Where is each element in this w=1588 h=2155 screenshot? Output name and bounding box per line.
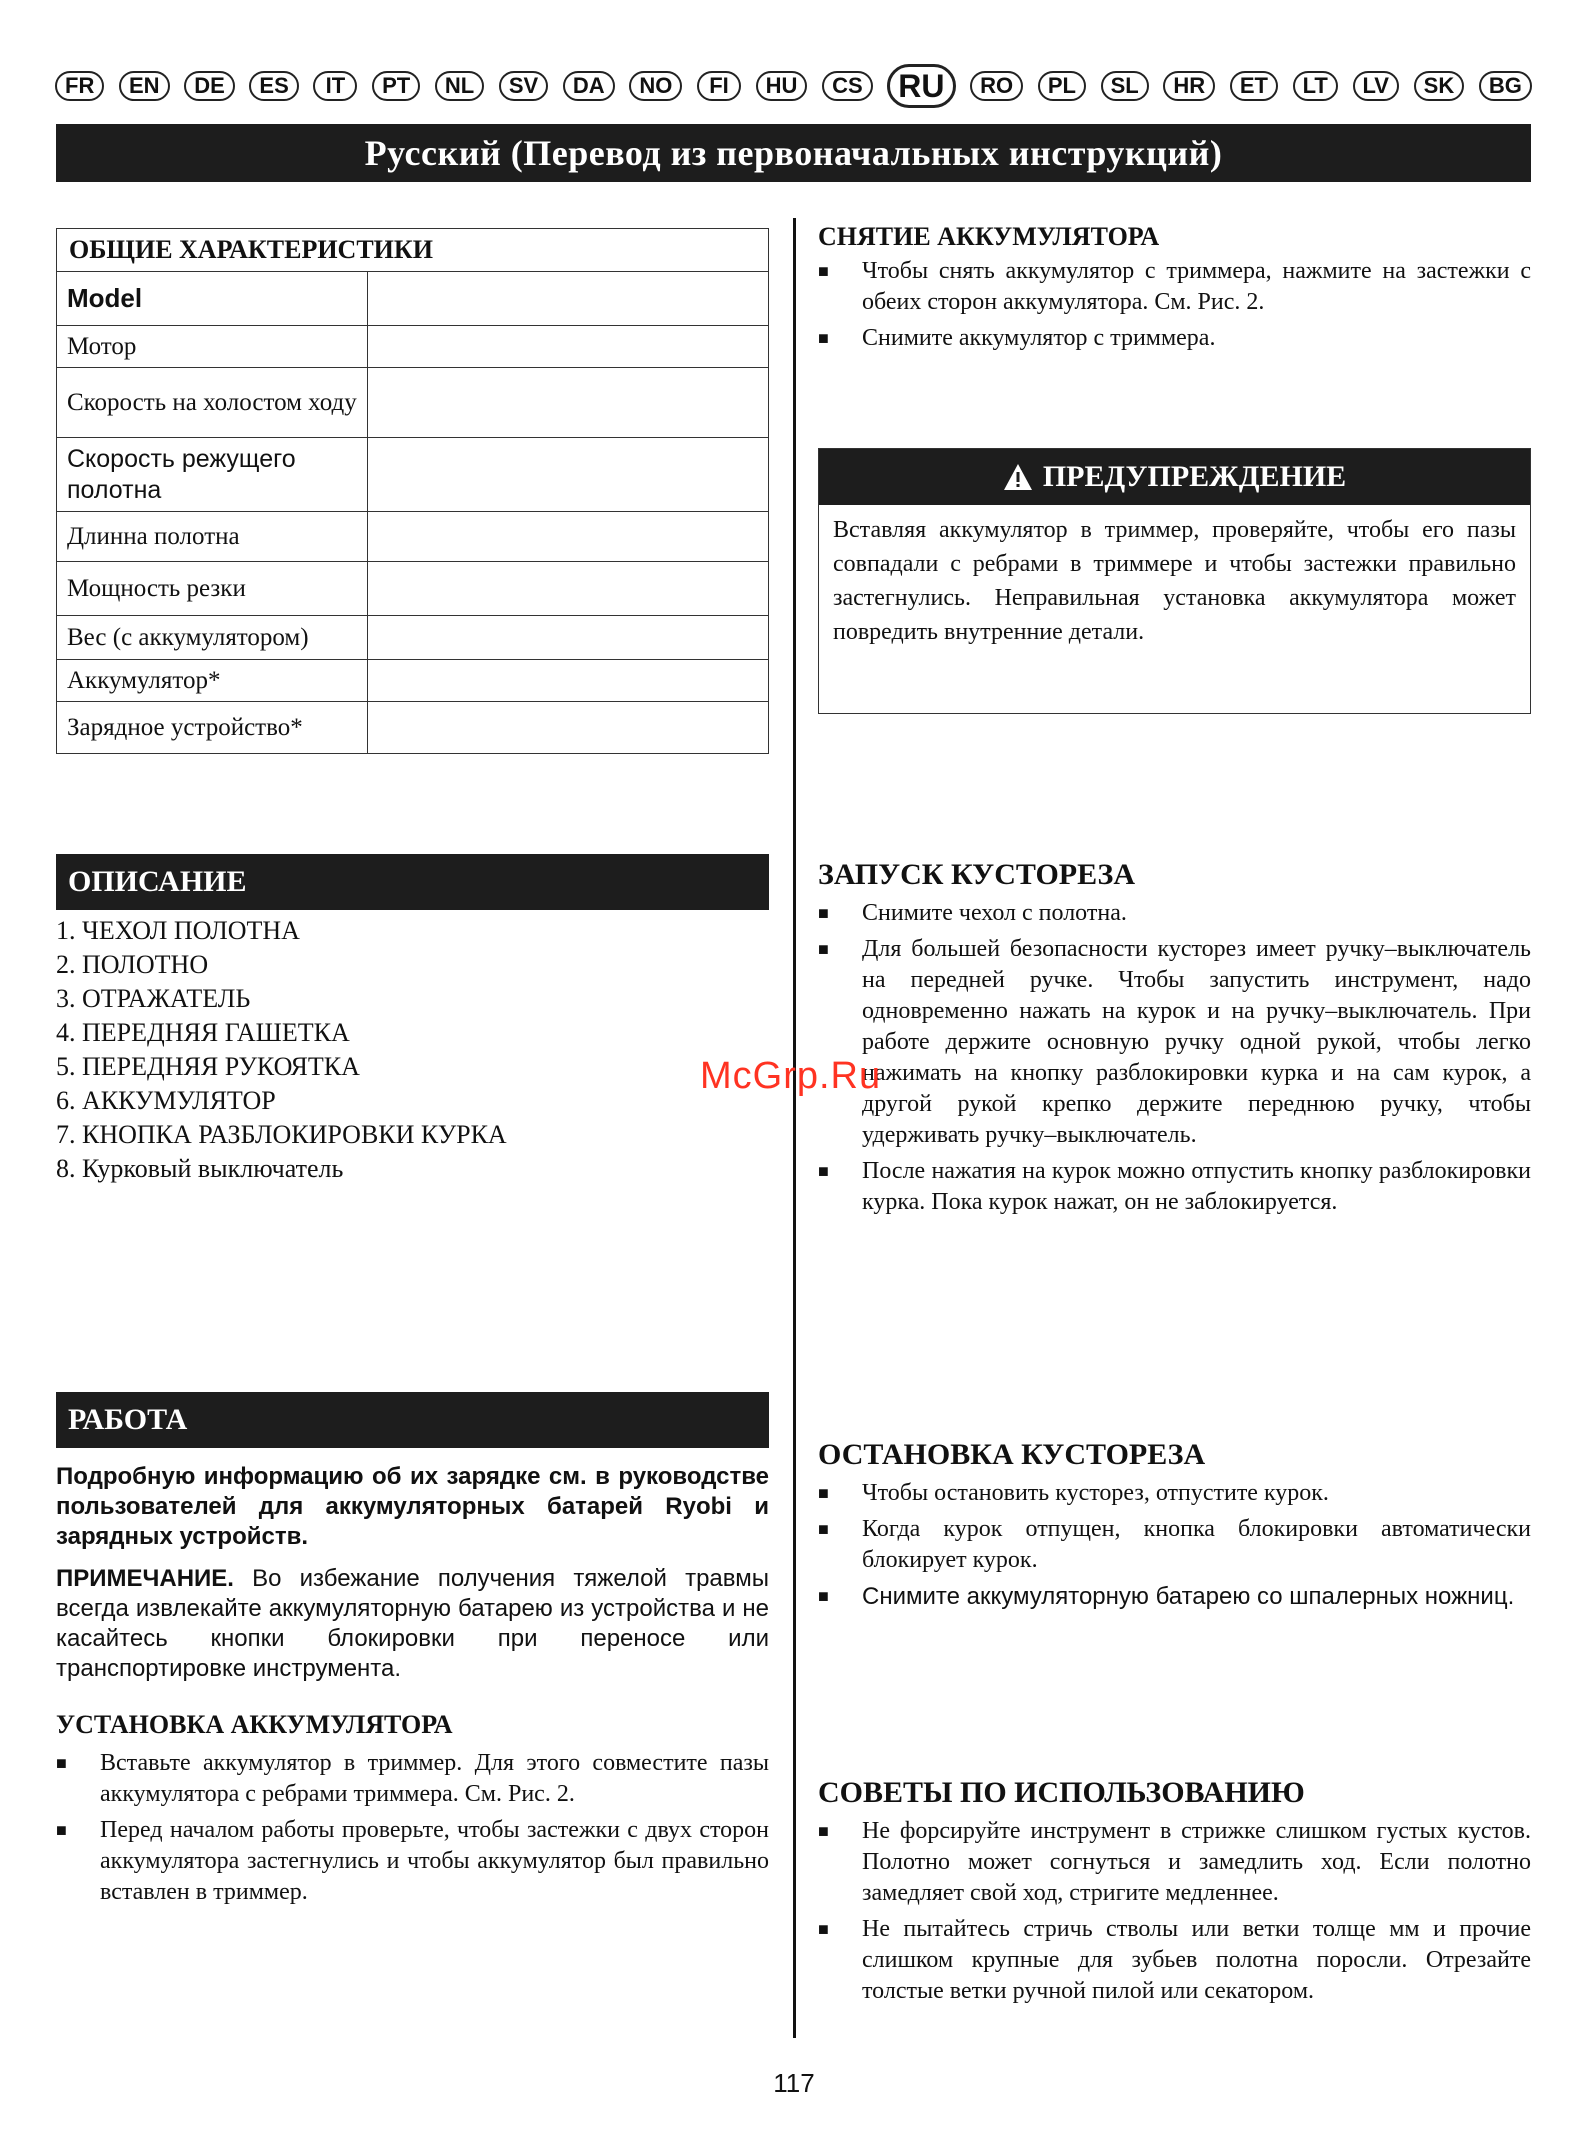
- note-label: ПРИМЕЧАНИЕ.: [56, 1565, 234, 1592]
- language-tab-cs[interactable]: CS: [822, 71, 873, 101]
- operation-intro: Подробную информацию об их зарядке см. в руководстве пользователей для аккумуляторных батарей Ryobi и зарядных устройств.: [56, 1463, 769, 1550]
- watermark: McGrp.Ru: [700, 1055, 882, 1097]
- stop-item: ■ Когда курок отпущен, кнопка блокировки автоматически блокирует курок.: [818, 1514, 1531, 1576]
- tips-section: [818, 1776, 1531, 2012]
- install-header: УСТАНОВКА АККУМУЛЯТОРА: [56, 1710, 453, 1739]
- part-item: 7. КНОПКА РАЗБЛОКИРОВКИ КУРКА: [56, 1120, 507, 1149]
- part-item: 5. ПЕРЕДНЯЯ РУКОЯТКА: [56, 1052, 360, 1081]
- start-item: ■ После нажатия на курок можно отпустить кнопку разблокировки курка. Пока курок нажат, он не заблокируется.: [818, 1156, 1531, 1218]
- language-tab-lt[interactable]: LT: [1293, 71, 1338, 101]
- spec-row-value: [368, 562, 769, 616]
- install-item: ■ Перед началом работы проверьте, чтобы застежки с двух сторон аккумулятора застегнулись и чтобы аккумулятор был правильно вставлен в триммер.: [56, 1815, 769, 1908]
- spec-table-header: ОБЩИЕ ХАРАКТЕРИСТИКИ: [57, 229, 769, 272]
- language-tab-fr[interactable]: FR: [55, 71, 104, 101]
- spec-row-value: [368, 702, 769, 754]
- spec-row-label: Скорость режущего полотна: [57, 438, 368, 512]
- part-item: 6. АККУМУЛЯТОР: [56, 1086, 276, 1115]
- description-header: ОПИСАНИЕ: [56, 854, 769, 910]
- remove-battery-section: [818, 222, 1531, 359]
- spec-row-value: [368, 272, 769, 326]
- warning-text: Вставляя аккумулятор в триммер, проверяйте, чтобы его пазы совпадали с ребрами в триммере и чтобы застежки правильно застегнулись. Неправильная установка аккумулятора может повредить внутренние детали.: [833, 517, 1516, 645]
- start-item: ■ Для большей безопасности кусторез имеет ручку–выключатель на передней ручке. Чтобы запустить инструмент, надо одновременно нажать на курок и на ручку–выключатель. При работе держите основную ручку одной рукой, чтобы легко нажимать на кнопку разблокировки курка и на сам курок, а другой рукой крепко держите переднюю ручку, чтобы удерживать ручку–выключатель.: [818, 934, 1531, 1151]
- language-tab-et[interactable]: ET: [1230, 71, 1278, 101]
- spec-row-label: Аккумулятор*: [57, 660, 368, 702]
- spec-row-label: Длинна полотна: [57, 512, 368, 562]
- tips-list: [818, 1816, 1531, 2007]
- remove-item: ■ Снимите аккумулятор с триммера.: [818, 323, 1531, 354]
- language-tab-de[interactable]: DE: [184, 71, 235, 101]
- warning-box: [818, 448, 1531, 714]
- install-list: [56, 1748, 769, 1908]
- spec-row-label: Мотор: [57, 326, 368, 368]
- spec-row-label: Вес (с аккумулятором): [57, 616, 368, 660]
- part-item: 1. ЧЕХОЛ ПОЛОТНА: [56, 916, 300, 945]
- start-header: ЗАПУСК КУСТОРЕЗА: [818, 858, 1136, 891]
- language-tab-it[interactable]: IT: [313, 71, 357, 101]
- spec-row-value: [368, 660, 769, 702]
- language-tab-es[interactable]: ES: [249, 71, 298, 101]
- stop-section: [818, 1438, 1531, 1617]
- spec-row-value: [368, 616, 769, 660]
- install-item: ■ Вставьте аккумулятор в триммер. Для этого совместите пазы аккумулятора с ребрами триммера. См. Рис. 2.: [56, 1748, 769, 1810]
- language-tab-da[interactable]: DA: [563, 71, 615, 101]
- language-tab-ro[interactable]: RO: [970, 71, 1023, 101]
- spec-row-value: [368, 326, 769, 368]
- spec-row-label: Скорость на холостом ходу: [57, 368, 368, 438]
- language-tab-lv[interactable]: LV: [1353, 71, 1399, 101]
- tips-item: ■ Не пытайтесь стричь стволы или ветки толще мм и прочие слишком крупные для зубьев полотна поросли. Отрезайте толстые ветки ручной пилой или секатором.: [818, 1914, 1531, 2007]
- stop-item: ■ Чтобы остановить кусторез, отпустите курок.: [818, 1478, 1531, 1509]
- language-bar: [55, 66, 1532, 106]
- description-section: [56, 854, 769, 1183]
- specifications-table: [56, 228, 769, 754]
- operation-header: РАБОТА: [56, 1392, 769, 1448]
- tips-item: ■ Не форсируйте инструмент в стрижке слишком густых кустов. Полотно может согнуться и замедлить ход. Если полотно замедляет свой ход, стригите медленнее.: [818, 1816, 1531, 1909]
- remove-item: ■ Чтобы снять аккумулятор с триммера, нажмите на застежки с обеих сторон аккумулятора. См. Рис. 2.: [818, 256, 1531, 318]
- start-section: [818, 858, 1531, 1223]
- parts-list: [56, 914, 769, 1186]
- page-number: 117: [773, 2068, 815, 2098]
- language-tab-hu[interactable]: HU: [756, 71, 808, 101]
- stop-item: ■ Снимите аккумуляторную батарею со шпалерных ножниц.: [818, 1581, 1531, 1612]
- page-title: Русский (Перевод из первоначальных инструкций): [56, 124, 1531, 182]
- spec-row-value: [368, 438, 769, 512]
- start-item: ■ Снимите чехол с полотна.: [818, 898, 1531, 929]
- language-tab-nl[interactable]: NL: [435, 71, 484, 101]
- part-item: 4. ПЕРЕДНЯЯ ГАШЕТКА: [56, 1018, 350, 1047]
- spec-row-label: Мощность резки: [57, 562, 368, 616]
- warning-header: [819, 449, 1530, 505]
- warning-triangle-icon: [1003, 463, 1033, 491]
- spec-row-label: Model: [57, 272, 368, 326]
- part-item: 3. ОТРАЖАТЕЛЬ: [56, 984, 251, 1013]
- column-divider: [793, 218, 796, 2038]
- spec-row-label: Зарядное устройство*: [57, 702, 368, 754]
- language-tab-sl[interactable]: SL: [1101, 71, 1149, 101]
- operation-section: [56, 1392, 769, 1913]
- language-tab-ru[interactable]: RU: [887, 64, 955, 108]
- language-tab-pl[interactable]: PL: [1038, 71, 1086, 101]
- language-tab-sv[interactable]: SV: [499, 71, 548, 101]
- start-list: [818, 898, 1531, 1218]
- language-tab-pt[interactable]: PT: [372, 71, 420, 101]
- remove-header: СНЯТИЕ АККУМУЛЯТОРА: [818, 222, 1160, 251]
- stop-list: [818, 1478, 1531, 1612]
- part-item: 8. Курковый выключатель: [56, 1154, 344, 1183]
- operation-note: [56, 1564, 769, 1684]
- language-tab-hr[interactable]: HR: [1163, 71, 1215, 101]
- language-tab-sk[interactable]: SK: [1414, 71, 1465, 101]
- spec-row-value: [368, 368, 769, 438]
- warning-title: ПРЕДУПРЕЖДЕНИЕ: [1042, 460, 1347, 493]
- language-tab-bg[interactable]: BG: [1479, 71, 1532, 101]
- tips-header: СОВЕТЫ ПО ИСПОЛЬЗОВАНИЮ: [818, 1776, 1305, 1809]
- stop-header: ОСТАНОВКА КУСТОРЕЗА: [818, 1438, 1206, 1471]
- spec-row-value: [368, 512, 769, 562]
- language-tab-en[interactable]: EN: [119, 71, 170, 101]
- part-item: 2. ПОЛОТНО: [56, 950, 209, 979]
- language-tab-fi[interactable]: FI: [697, 71, 741, 101]
- language-tab-no[interactable]: NO: [629, 71, 682, 101]
- remove-list: [818, 256, 1531, 354]
- note-text: Во избежание получения тяжелой травмы всегда извлекайте аккумуляторную батарею из устройства и не касайтесь кнопки блокировки при переносе или транспортировке инструмента.: [56, 1565, 769, 1682]
